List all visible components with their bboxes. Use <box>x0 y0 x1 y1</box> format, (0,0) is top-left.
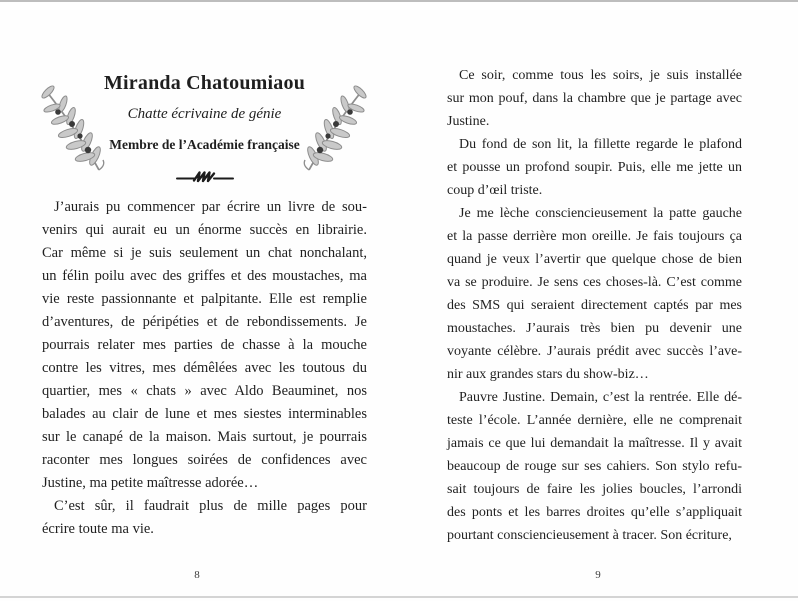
text-line: quartier, mes « chats » avec Aldo Beauminet, nos <box>42 383 367 399</box>
text-line: pourtant consciencieusement à tracer. Son écriture, <box>447 528 732 543</box>
text-line: Car même si je suis seulement un chat nonchalant, <box>42 245 367 261</box>
text-line: nir aux grandes stars du show-biz… <box>447 367 649 382</box>
olive-branch-right-icon <box>303 84 373 174</box>
paragraph <box>42 196 367 495</box>
paragraph <box>447 133 742 202</box>
knot-ornament-icon <box>176 169 234 185</box>
text-line: et pousse un profond soupir. Puis, elle me jette un <box>447 160 742 175</box>
text-line: sait toujours de faire les jolies boucles, l’arrondi <box>447 482 742 497</box>
text-line: Je me lèche consciencieusement la patte gauche <box>459 206 742 221</box>
text-line: quand je veux l’avertir que quelque chose de bien <box>447 252 742 267</box>
text-line: voyante célèbre. J’aurais prédit avec succès l’ave- <box>447 344 742 359</box>
text-line: et la passe derrière mon oreille. Je fais toujours ça <box>447 229 742 244</box>
text-line: contre les vitres, mes démêlées avec les toutous du <box>42 360 367 376</box>
paragraph <box>447 386 742 547</box>
text-line: des SMS qui seraient directement captés par mes <box>447 298 742 313</box>
text-line: vie reste passionnante et palpitante. Elle est remplie <box>42 291 367 307</box>
text-line: sur le canapé de la maison. Mais surtout, je pourrais <box>42 429 367 445</box>
text-line: des ponts et les barres droites qu’elle s’appliquait <box>447 505 742 520</box>
text-line: beaucoup de rouge sur ses cahiers. Son stylo refu- <box>447 459 742 474</box>
text-line: moustaches. J’aurais très bien pu devenir une <box>447 321 742 336</box>
text-line: va se produire. Je sens ces choses-là. C’est comme <box>447 275 742 290</box>
page-right <box>447 0 742 601</box>
text-line: balades au clair de lune et mes siestes interminables <box>42 406 367 422</box>
text-line: Pauvre Justine. Demain, c’est la rentrée. Elle dé- <box>459 390 742 405</box>
text-line: venirs qui aurait eu un énorme succès en librairie. <box>42 222 367 238</box>
text-line: un félin poilu avec des griffes et des moustaches, ma <box>42 268 367 284</box>
text-line: pourrais relater mes parties de chasse à la mouche <box>42 337 367 353</box>
paragraph <box>42 495 367 541</box>
text-line: d’aventures, de péripéties et de rebondissements. Je <box>42 314 367 330</box>
text-line: Du fond de son lit, la fillette regarde le plafond <box>459 137 742 152</box>
page-left <box>42 0 367 601</box>
text-line: J’aurais pu commencer par écrire un livre de sou- <box>54 199 367 215</box>
author-name: Miranda Chatoumiaou <box>103 72 306 94</box>
text-line: teste l’école. L’année dernière, elle ne comprenait <box>447 413 742 428</box>
paragraph <box>447 64 742 133</box>
author-role: Chatte écrivaine de génie <box>127 106 282 122</box>
page-number-left: 8 <box>194 569 200 581</box>
page-number-right: 9 <box>595 569 601 581</box>
page-left-body <box>42 196 367 541</box>
author-membership: Membre de l’Académie française <box>109 137 300 152</box>
text-line: Ce soir, comme tous les soirs, je suis installée <box>459 68 742 83</box>
text-line: coup d’œil triste. <box>447 183 543 198</box>
text-line: Justine, ma petite maîtresse adorée… <box>42 475 259 491</box>
text-line: jamais ce que lui demandait la maîtresse. Il y avait <box>447 436 742 451</box>
olive-branch-left-icon <box>35 84 105 174</box>
page-right-body <box>447 64 742 547</box>
text-line: sur mon pouf, dans la chambre que je partage avec <box>447 91 742 106</box>
text-line: Justine. <box>447 114 490 129</box>
text-line: raconter mes longues soirées de confidences avec <box>42 452 367 468</box>
text-line: C’est sûr, il faudrait plus de mille pages pour <box>54 498 367 514</box>
paragraph <box>447 202 742 386</box>
text-line: écrire toute ma vie. <box>42 521 154 537</box>
